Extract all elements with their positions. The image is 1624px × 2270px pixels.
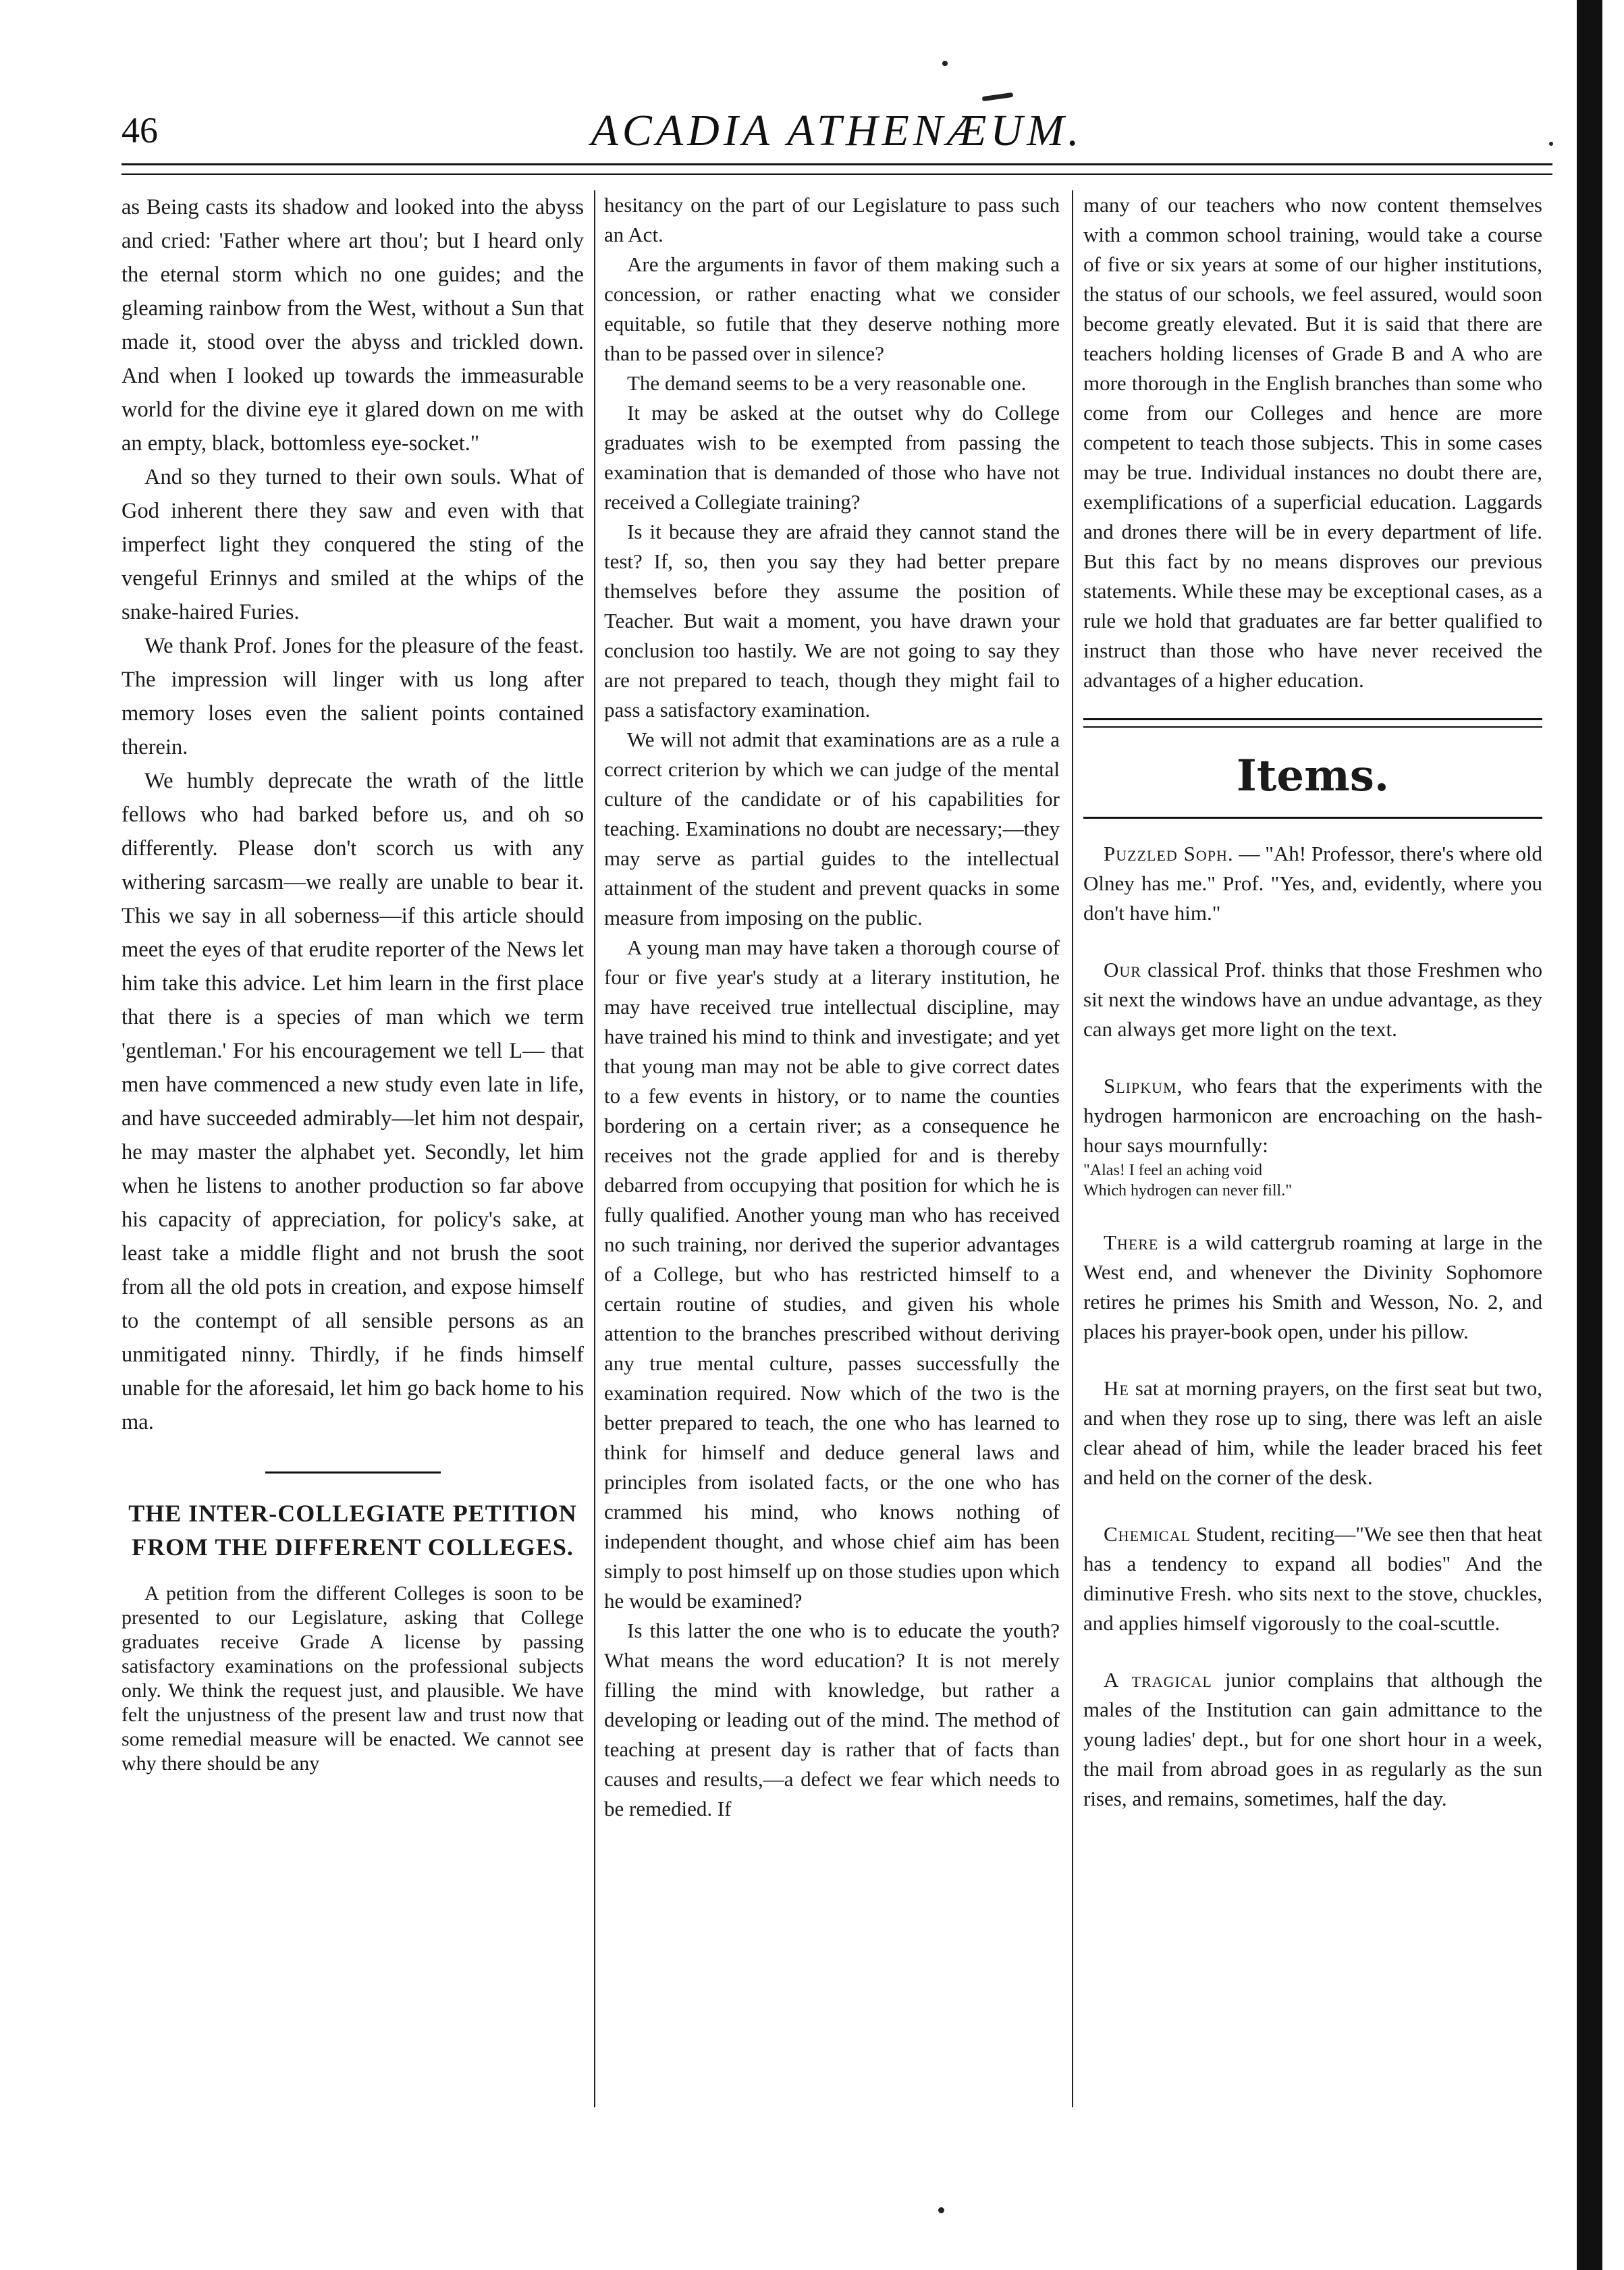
article-paragraph: A young man may have taken a thorough course of four or five year's study at a literary institution, he may have received true intellectual discipline, may have trained his mind to think and investigate; and yet that young man may not be able to give correct dates to a few events in history, or to name the counties bordering on a certain river; as a consequence he receives not the grade applied for and is thereby debarred from occupying that position for which he is fully qualified. Another young man who has received no such training, nor derived the superior advantages of a College, but who has restricted himself to a certain routine of studies, and given his whole attention to the branches prescribed without deriving any true mental culture, passes successfully the examination required. Now which of the two is the better prepared to teach, the one who has learned to think for himself and deduce general laws and principles from isolated facts, or the one who has crammed his mind, who knows nothing of independent thought, and whose chief aim has been simply to post himself up on those studies upon which he would be examined?	[604, 936, 1060, 1613]
column-divider-2	[1072, 190, 1073, 2107]
item-lead: There	[1104, 1231, 1159, 1254]
item-text: who fears that the experiments with the hydrogen harmonicon are encroaching on the hash-hour says mournfully:	[1083, 1074, 1542, 1157]
items-rule-top	[1083, 718, 1542, 728]
article-paragraph: The demand seems to be a very reasonable one.	[627, 371, 1027, 395]
news-item	[1083, 1519, 1542, 1638]
ink-speck	[938, 2207, 944, 2213]
item-text: classical Prof. thinks that those Freshmen who sit next the windows have an undue advantage, as they can always get more light on the text.	[1083, 958, 1542, 1041]
section-separator	[265, 1471, 441, 1474]
news-item	[1083, 1071, 1542, 1201]
item-lead: He	[1104, 1376, 1129, 1400]
column-divider-1	[594, 190, 595, 2107]
page-header	[121, 101, 1552, 175]
item-lead: A tragical	[1104, 1668, 1212, 1692]
news-item	[1083, 955, 1542, 1044]
news-item	[1083, 1228, 1542, 1347]
item-lead: Puzzled Soph.	[1104, 842, 1234, 865]
news-item	[1083, 1665, 1542, 1814]
journal-title: ACADIA ATHENÆUM.	[591, 106, 1083, 155]
item-text: Student, reciting—"We see then that heat has a tendency to expand all bodies" And the diminutive Fresh. who sits next to the stove, chuckles, and applies himself vigorously to the coal-scuttle.	[1083, 1522, 1542, 1635]
article-paragraph: as Being casts its shadow and looked into the abyss and cried: 'Father where art thou'; but I heard only the eternal storm which no one guides; and the gleaming rainbow from the West, without a Sun that made it, stood over the abyss and trickled down. And when I looked up towards the immeasurable world for the divine eye it glared down on me with an empty, black, bottomless eye-socket."	[121, 195, 584, 456]
article-paragraph: We thank Prof. Jones for the pleasure of the feast. The impression will linger with us long after memory loses even the salient points contained therein.	[121, 634, 584, 759]
ink-mark	[982, 92, 1014, 101]
item-lead: Our	[1104, 958, 1141, 981]
article-paragraph: It may be asked at the outset why do College graduates wish to be exempted from passing the examination that is demanded of those who have not received a Collegiate training?	[604, 401, 1060, 514]
item-lead: Slipkum,	[1104, 1074, 1183, 1098]
item-lead: Chemical	[1104, 1522, 1191, 1546]
item-text: — "Ah! Professor, there's where old Olney has me." Prof. "Yes, and, evidently, where you don't have him."	[1083, 842, 1542, 925]
news-item	[1083, 839, 1542, 928]
article-paragraph: We will not admit that examinations are as a rule a correct criterion by which we can judge of the mental culture of the candidate or of his capabilities for teaching. Examinations no doubt are necessary;—they may serve as partial guides to the intellectual attainment of the student and prevent quacks in some measure from imposing on the public.	[604, 728, 1060, 929]
section-heading: THE INTER-COLLEGIATE PETITION FROM THE DIFFERENT COLLEGES.	[128, 1500, 577, 1561]
item-text: junior complains that although the males of the Institution can gain admittance to the young ladies' dept., but for one short hour in a week, the mail from abroad goes in as regularly as the sun rises, and remains, sometimes, half the day.	[1083, 1668, 1543, 1810]
article-paragraph: Is it because they are afraid they cannot stand the test? If, so, then you say they had better prepare themselves before they assume the position of Teacher. But wait a moment, you have drawn your conclusion too hastily. We are not going to say they are not prepared to teach, though they might fail to pass a satisfactory examination.	[604, 520, 1060, 722]
ink-speck	[1549, 142, 1553, 146]
petition-paragraph: A petition from the different Colleges is soon to be presented to our Legislature, asking that College graduates receive Grade A license by passing satisfactory examinations on the professional subjects only. We think the request just, and plausible. We have felt the unjustness of the present law and trust now that some remedial measure will be enacted. We cannot see why there should be any	[121, 1582, 584, 1775]
header-double-rule	[121, 163, 1552, 175]
item-text: is a wild cattergrub roaming at large in the West end, and whenever the Divinity Sophomore retires he primes his Smith and Wesson, No. 2, and places his prayer-book open, under his pillow.	[1083, 1231, 1542, 1343]
page-edge-shadow	[1577, 0, 1602, 2270]
column-3	[1083, 190, 1542, 1841]
article-paragraph: And so they turned to their own souls. What of God inherent there they saw and even with that imperfect light they conquered the sting of the vengeful Erinnys and smiled at the whips of the snake-haired Furies.	[121, 465, 584, 624]
page-number: 46	[121, 110, 158, 151]
column-1	[121, 190, 584, 1776]
items-heading: Items.	[1236, 751, 1390, 801]
verse-line: "Alas! I feel an aching void	[1083, 1162, 1263, 1179]
ink-speck	[942, 61, 948, 66]
item-text: sat at morning prayers, on the first seat but two, and when they rose up to sing, there was left an aisle clear ahead of him, while the leader braced his feet and held on the corner of the desk.	[1083, 1376, 1542, 1489]
article-paragraph: We humbly deprecate the wrath of the little fellows who had barked before us, and oh so differently. Please don't scorch us with any withering sarcasm—we really are unable to bear it. This we say in all soberness—if this article should meet the eyes of that erudite reporter of the News let him take this advice. Let him learn in the first place that there is a species of man which we term 'gentleman.' For his encouragement we tell L— that men have commenced a new study even late in life, and have succeeded admirably—let him not despair, he may master the alphabet yet. Secondly, let him when he listens to another production so far above his capacity of appreciation, for policy's sake, at least take a middle flight and not brush the soot from all the old pots in creation, and expose himself to the contempt of all sensible persons as an unmitigated ninny. Thirdly, if he finds himself unable for the aforesaid, let him go back home to his ma.	[121, 769, 585, 1434]
article-paragraph: Is this latter the one who is to educate the youth? What means the word education? It is not merely filling the mind with knowledge, but rather a developing or leading out of the mind. The method of teaching at present day is rather that of facts than causes and results,—a defect we fear which needs to be remedied. If	[604, 1619, 1060, 1820]
items-rule-bottom	[1083, 817, 1542, 819]
verse-line: Which hydrogen can never fill."	[1083, 1182, 1293, 1199]
article-paragraph: Are the arguments in favor of them making such a concession, or rather enacting what we consider equitable, so futile that they deserve nothing more than to be passed over in silence?	[604, 252, 1060, 365]
article-paragraph: many of our teachers who now content themselves with a common school training, would take a course of five or six years at some of our higher institutions, the status of our schools, we feel assured, would soon become greatly elevated. But it is said that there are teachers holding licenses of Grade B and A who are more thorough in the English branches than some who come from our Colleges and hence are more competent to teach those subjects. This in some cases may be true. Individual instances no doubt there are, exemplifications of a superficial education. Laggards and drones there will be in every department of life. But this fact by no means disproves our previous statements. While these may be exceptional cases, as a rule we hold that graduates are far better qualified to instruct than those who have never received the advantages of a higher education.	[1083, 193, 1542, 692]
article-paragraph: hesitancy on the part of our Legislature to pass such an Act.	[604, 193, 1060, 246]
column-2	[604, 190, 1060, 1824]
news-item	[1083, 1374, 1542, 1492]
